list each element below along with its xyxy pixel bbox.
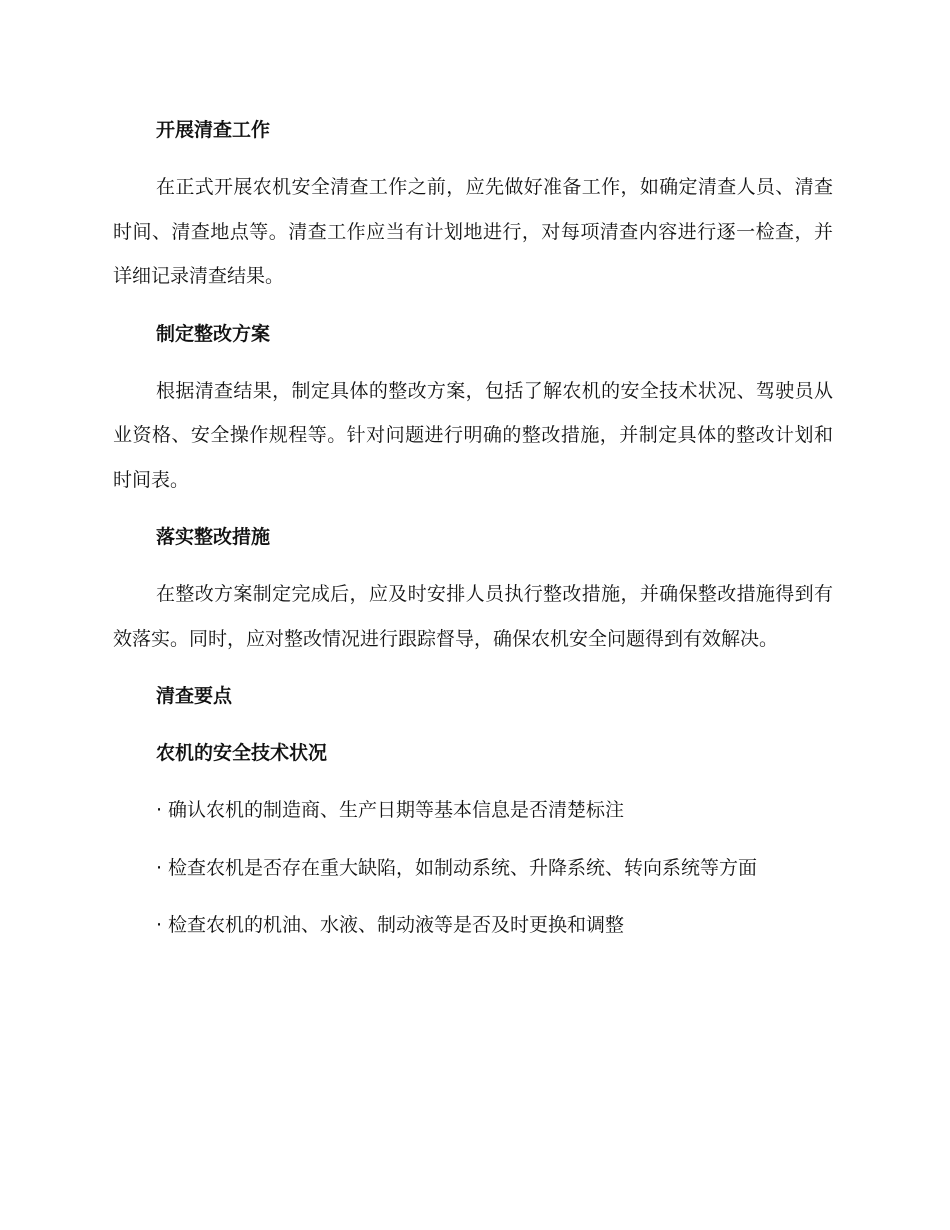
section-paragraph: 在整改方案制定完成后，应及时安排人员执行整改措施，并确保整改措施得到有效落实。同时，应对整改情况进行跟踪督导，确保农机安全问题得到有效解决。: [113, 583, 833, 650]
bullet-item: [113, 903, 833, 948]
key-points-subheading: 农机的安全技术状况: [156, 742, 328, 764]
section-heading: 落实整改措施: [156, 526, 271, 548]
key-points-heading: 清查要点: [156, 685, 233, 707]
bullet-dot: ·: [156, 856, 163, 879]
section-paragraph: 在正式开展农机安全清查工作之前，应先做好准备工作，如确定清查人员、清查时间、清查地点等。清查工作应当有计划地进行，对每项清查内容进行逐一检查，并详细记录清查结果。: [113, 176, 833, 287]
section-heading: 开展清查工作: [156, 119, 271, 141]
section-heading: 制定整改方案: [156, 322, 271, 345]
bullet-item: [113, 788, 833, 833]
document-body: [113, 108, 833, 961]
bullet-dot: ·: [156, 914, 163, 936]
bullet-item: [113, 846, 833, 891]
bullet-text: 确认农机的制造商、生产日期等基本信息是否清楚标注: [168, 799, 625, 821]
bullet-dot: ·: [156, 799, 163, 821]
bullet-text: 检查农机是否存在重大缺陷，如制动系统、升降系统、转向系统等方面: [168, 856, 758, 879]
section-paragraph: 根据清查结果，制定具体的整改方案，包括了解农机的安全技术状况、驾驶员从业资格、安全操作规程等。针对问题进行明确的整改措施，并制定具体的整改计划和时间表。: [113, 379, 833, 491]
bullet-text: 检查农机的机油、水液、制动液等是否及时更换和调整: [168, 914, 625, 936]
